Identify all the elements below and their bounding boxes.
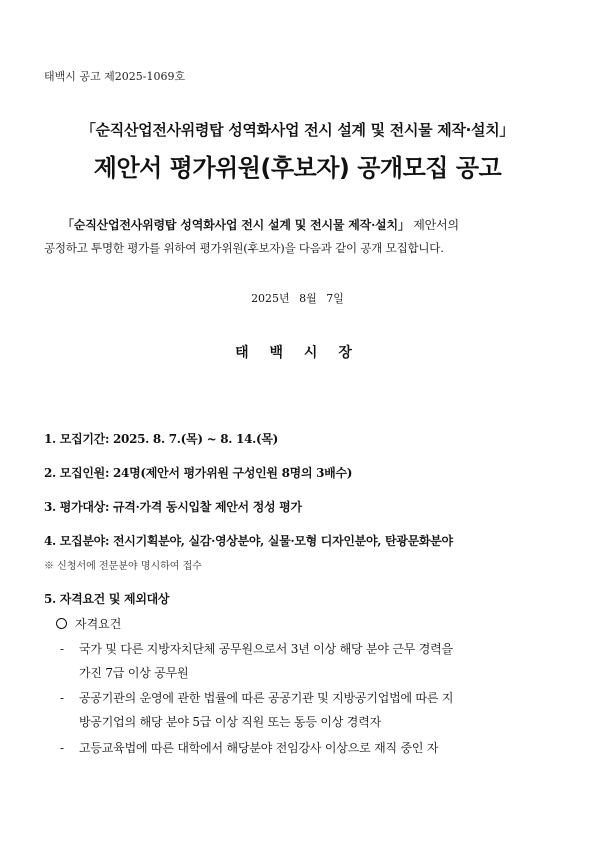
- notice-date: 2025년 8월 7일: [251, 292, 344, 305]
- recruit-period: 1. 모집기간: 2025. 8. 7.(목) ~ 8. 14.(목): [44, 432, 279, 446]
- notice-number: 태백시 공고 제2025-1069호: [44, 70, 186, 83]
- dash-bullet: -: [60, 741, 64, 755]
- evaluation-target: 3. 평가대상: 규격·가격 동시입찰 제안서 정성 평가: [44, 500, 302, 514]
- issuer-signature: 태 백 시 장: [235, 345, 360, 361]
- intro-line-1-rest: 제안서의: [413, 218, 459, 232]
- requirement-1-text: 국가 및 다른 지방자치단체 공무원으로서 3년 이상 해당 분야 근무 경력을: [79, 642, 453, 656]
- qualification-heading: 5. 자격요건 및 제외대상: [44, 592, 170, 606]
- requirement-1: [60, 640, 453, 657]
- requirement-2-continued: 방공기업의 해당 분야 5급 이상 직원 또는 동등 이상 경력자: [79, 715, 381, 729]
- requirement-3: [60, 739, 438, 756]
- title-line-1: 「순직산업전사위령탑 성역화사업 전시 설계 및 전시물 제작·설치」: [80, 121, 515, 139]
- recruit-count: 2. 모집인원: 24명(제안서 평가위원 구성인원 8명의 3배수): [44, 466, 353, 480]
- intro-project-name: 「순직산업전사위령탑 성역화사업 전시 설계 및 전시물 제작·설치」: [62, 218, 410, 232]
- requirement-2: [60, 689, 453, 706]
- dash-bullet: -: [60, 642, 64, 656]
- page-title: 제안서 평가위원(후보자) 공개모집 공고: [93, 154, 502, 182]
- requirements-subheading-label: 자격요건: [75, 617, 122, 631]
- recruit-fields: 4. 모집분야: 전시기획분야, 실감·영상분야, 실물·모형 디자인분야, 탄광문화분야: [44, 534, 453, 548]
- fields-note: ※ 신청서에 전문분야 명시하여 접수: [44, 561, 202, 572]
- dash-bullet: -: [60, 691, 64, 705]
- intro-line-2: 공정하고 투명한 평가를 위하여 평가위원(후보자)을 다음과 같이 공개 모집합니다.: [44, 241, 444, 255]
- requirement-2-text: 공공기관의 운영에 관한 법률에 따른 공공기관 및 지방공기업법에 따른 지: [79, 691, 454, 705]
- requirements-subheading: [56, 615, 121, 632]
- requirement-3-text: 고등교육법에 따른 대학에서 해당분야 전임강사 이상으로 재직 중인 자: [79, 741, 439, 755]
- intro-line-1: [62, 216, 459, 233]
- circle-bullet-icon: [56, 618, 67, 629]
- requirement-1-continued: 가진 7급 이상 공무원: [79, 666, 189, 680]
